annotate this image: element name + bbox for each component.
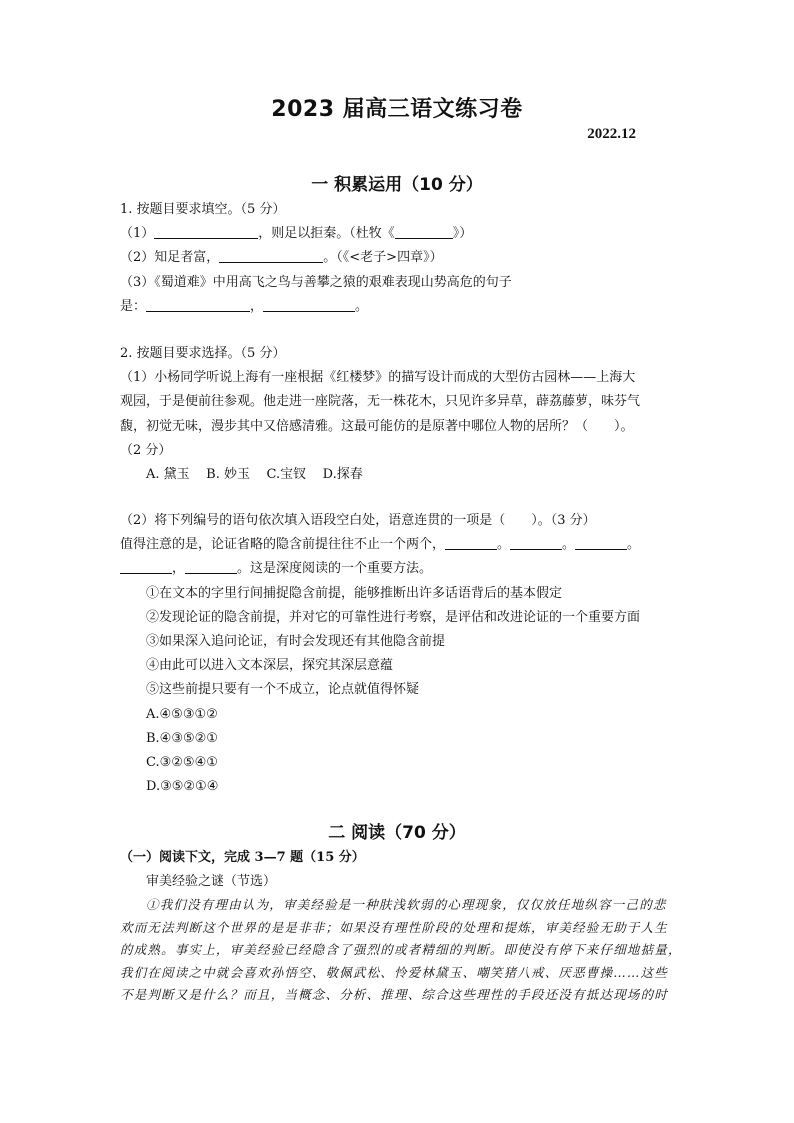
text: 值得注意的是，论证省略的隐含前提往往不止一个两个， (120, 537, 446, 553)
answer-blank[interactable] (146, 297, 250, 312)
text: 》） (452, 226, 473, 242)
text: （1） (120, 226, 155, 242)
option-d[interactable]: D.③⑤②①④ (146, 779, 219, 795)
text: ， (250, 298, 264, 314)
article-line: ①我们没有理由认为，审美经验是一种肤浅软弱的心理现象，仅仅放任地纵容一己的悲 (146, 897, 667, 913)
question-2-part-2 (120, 509, 680, 799)
sentence-1: ①在文本的字里行间捕捉隐含前提，能够推断出许多话语背后的基本假定 (146, 585, 563, 601)
answer-blank[interactable] (263, 297, 355, 312)
text: 馥，初觉无味，漫步其中又倍感清雅。这最可能仿的是原著中哪位人物的居所？（ (120, 418, 589, 434)
answer-blank[interactable] (154, 224, 258, 239)
article-line: 欢而无法判断这个世界的是是非非；如果没有理性阶段的处理和提炼，审美经验无助于人生 (120, 919, 669, 935)
question-2 (120, 342, 680, 487)
article-line: 我们在阅读之中就会喜欢孙悟空、敬佩武松、怜爱林黛玉、嘲笑猪八戒、厌恶曹操……这些 (120, 964, 669, 980)
text: ）。（3 分） (531, 513, 596, 528)
article-title: 审美经验之谜（节选） (146, 874, 277, 890)
question-2-prompt: 2. 按题目要求选择。（5 分） (120, 346, 286, 361)
text: 。 (355, 298, 369, 314)
text: ， (172, 561, 186, 577)
sentence-3: ③如果深入追问论证，有时会发现还有其他隐含前提 (146, 634, 446, 650)
answer-blank[interactable] (120, 559, 172, 574)
sentence-2: ②发现论证的隐含前提，并对它的可靠性进行考察，是评估和改进论证的一个重要方面 (146, 609, 641, 625)
answer-blank[interactable] (445, 535, 497, 550)
text: 。 (497, 537, 511, 553)
text: 。（《<老子>四章》） (323, 250, 443, 266)
answer-blank[interactable] (395, 224, 453, 239)
question-1 (120, 198, 680, 319)
option-b[interactable]: B.④③⑤②① (146, 730, 218, 746)
article-line: 的成熟。事实上，审美经验已经隐含了强烈的或者精细的判断。即使没有停下来仔细地掂量， (120, 942, 682, 958)
answer-blank[interactable] (219, 248, 323, 263)
text: 。这是深度阅读的一个重要方法。 (237, 561, 433, 577)
question-2-part-1-line: 观园，于是便前往参观。他走进一座院落，无一株花木，只见许多异草，薜荔藤萝，味芬气 (120, 394, 641, 410)
sentence-4: ④由此可以进入文本深层，探究其深层意蕴 (146, 658, 394, 674)
question-1-item-3: （3）《蜀道难》中用高飞之鸟与善攀之猿的艰难表现山势高危的句子 (120, 274, 512, 290)
section-2-title: 二 阅读（70 分） (328, 823, 466, 843)
text: ）。 (614, 418, 634, 434)
text: （2）知足者富， (120, 250, 220, 266)
article-line: 不是判断又是什么？而且，当概念、分析、推理、综合这些理性的手段还没有抵达现场的时 (120, 987, 669, 1003)
question-2-part-2-passage (120, 533, 680, 557)
answer-blank[interactable] (510, 535, 562, 550)
text: 。 (627, 537, 641, 553)
question-1-item-2 (120, 246, 680, 270)
question-2-part-1-options: A. 黛玉 B. 妙玉 C.宝钗 D.探春 (146, 467, 363, 483)
answer-blank[interactable] (575, 535, 627, 550)
text: （2）将下列编号的语句依次填入语段空白处，语意连贯的一项是（ (120, 513, 506, 528)
option-a[interactable]: A.④⑤③①② (146, 706, 218, 722)
reading-subsection-title: （一）阅读下文，完成 3—7 题（15 分） (120, 850, 365, 865)
text: 。 (562, 537, 576, 553)
question-1-item-1 (120, 222, 680, 246)
question-2-part-1-score: （2 分） (120, 442, 172, 458)
text: ，则足以拒秦。（杜牧《 (258, 226, 395, 242)
question-1-item-3-answer (120, 295, 680, 319)
reading-section (120, 846, 680, 1007)
question-2-part-1-line (120, 415, 680, 439)
page-title: 2023 届高三语文练习卷 (271, 97, 523, 122)
question-2-part-2-prompt (120, 509, 680, 533)
answer-blank[interactable] (185, 559, 237, 574)
option-c[interactable]: C.③②⑤④① (146, 755, 218, 771)
exam-date: 2022.12 (587, 126, 636, 142)
section-1-title: 一 积累运用（10 分） (311, 175, 483, 195)
question-2-part-1-line: （1）小杨同学听说上海有一座根据《红楼梦》的描写设计而成的大型仿古园林——上海大 (120, 370, 636, 386)
question-1-prompt: 1. 按题目要求填空。（5 分） (120, 202, 286, 217)
question-2-part-2-passage (120, 557, 680, 581)
sentence-5: ⑤这些前提只要有一个不成立，论点就值得怀疑 (146, 682, 420, 698)
text: 是： (120, 298, 147, 314)
